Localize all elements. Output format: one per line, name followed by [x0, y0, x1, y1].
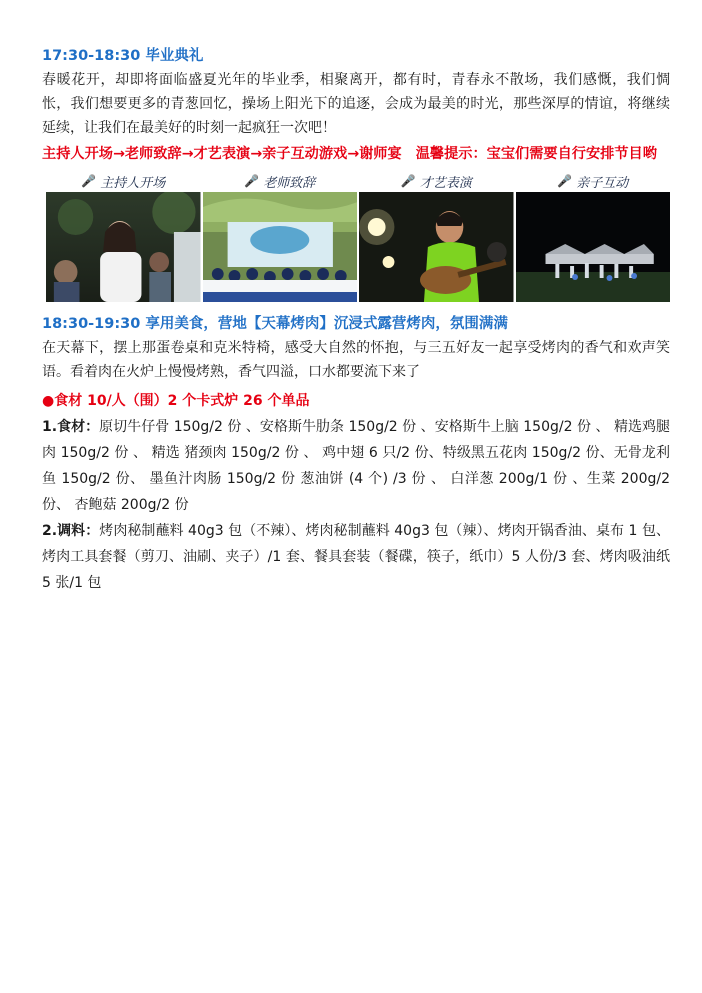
photo-caption: 才艺表演 [419, 175, 472, 191]
seasoning-label: 2.调料： [42, 523, 100, 539]
ingredients-text: 原切牛仔骨 150g/2 份 、安格斯牛肋条 150g/2 份 、安格斯牛上脑 150g/2 份 、 精选鸡腿肉 150g/2 份 、 精选 猪颈肉 150g/2 份 、 鸡中翅 6 只/2 份、特级黑五花肉 150g/2 份、无骨龙利鱼 150g/2 份、 墨鱼汁肉肠 150g/2 份 葱油饼 (4 个) /3 份 、 白洋葱 200g/1 份 、生菜 200g/2 份、 杏鲍菇 200g/2 份 [42, 419, 670, 513]
program-flow-line [42, 142, 670, 166]
photo-caption: 亲子互动 [576, 175, 629, 191]
host-photo-image [46, 192, 201, 302]
program-tip: 温馨提示：宝宝们需要自行安排节目哟 [415, 146, 657, 162]
section-heading-bbq: 18:30-19:30 享用美食，营地【天幕烤肉】沉浸式露营烤肉，氛围满满 [42, 316, 508, 332]
section-heading-graduation: 17:30-18:30 毕业典礼 [42, 48, 204, 64]
ingredients-list [42, 414, 670, 518]
photo-parent-child [516, 170, 671, 302]
ingredients-label: 1.食材： [42, 419, 100, 435]
teacher-photo-image [203, 192, 358, 302]
photo-talent-show [359, 170, 514, 302]
food-summary: ●食材 10/人（围）2 个卡式炉 26 个单品 [42, 393, 310, 409]
microphone-icon: 🎤 [244, 174, 260, 188]
microphone-icon: 🎤 [81, 174, 97, 188]
photo-caption-bar [359, 170, 514, 192]
talent-photo-image [359, 192, 514, 302]
microphone-icon: 🎤 [557, 174, 573, 188]
seasoning-text: 烤肉秘制蘸料 40g3 包（不辣）、烤肉秘制蘸料 40g3 包（辣）、烤肉开锅香油、桌布 1 包、烤肉工具套餐（剪刀、油刷、夹子）/1 套、餐具套装（餐碟，筷子，纸巾）5 人份/3 套、烤肉吸油纸 5 张/1 包 [42, 523, 671, 591]
document-content [42, 44, 670, 596]
photo-caption: 主持人开场 [100, 175, 166, 191]
photo-teacher-speech [203, 170, 358, 302]
photo-caption: 老师致辞 [263, 175, 316, 191]
photo-strip [46, 170, 670, 302]
photo-caption-bar [203, 170, 358, 192]
photo-caption-bar [516, 170, 671, 192]
graduation-paragraph: 春暖花开，却即将面临盛夏光年的毕业季，相聚离开，都有时，青春永不散场，我们感慨，我们惆怅，我们想要更多的青葱回忆，操场上阳光下的追逐，会成为最美的时光，那些深厚的情谊，将继续延续，让我们在最美好的时刻一起疯狂一次吧！ [42, 72, 670, 136]
photo-caption-bar [46, 170, 201, 192]
seasoning-list [42, 518, 670, 596]
microphone-icon: 🎤 [400, 174, 416, 188]
bbq-paragraph: 在天幕下，摆上那蛋卷桌和克米特椅，感受大自然的怀抱，与三五好友一起享受烤肉的香气和欢声笑语。看着肉在火炉上慢慢烤熟，香气四溢，口水都要流下来了 [42, 340, 670, 380]
parent-child-photo-image [516, 192, 671, 302]
program-flow: 主持人开场→老师致辞→才艺表演→亲子互动游戏→谢师宴 [42, 146, 402, 162]
photo-host-opening [46, 170, 201, 302]
